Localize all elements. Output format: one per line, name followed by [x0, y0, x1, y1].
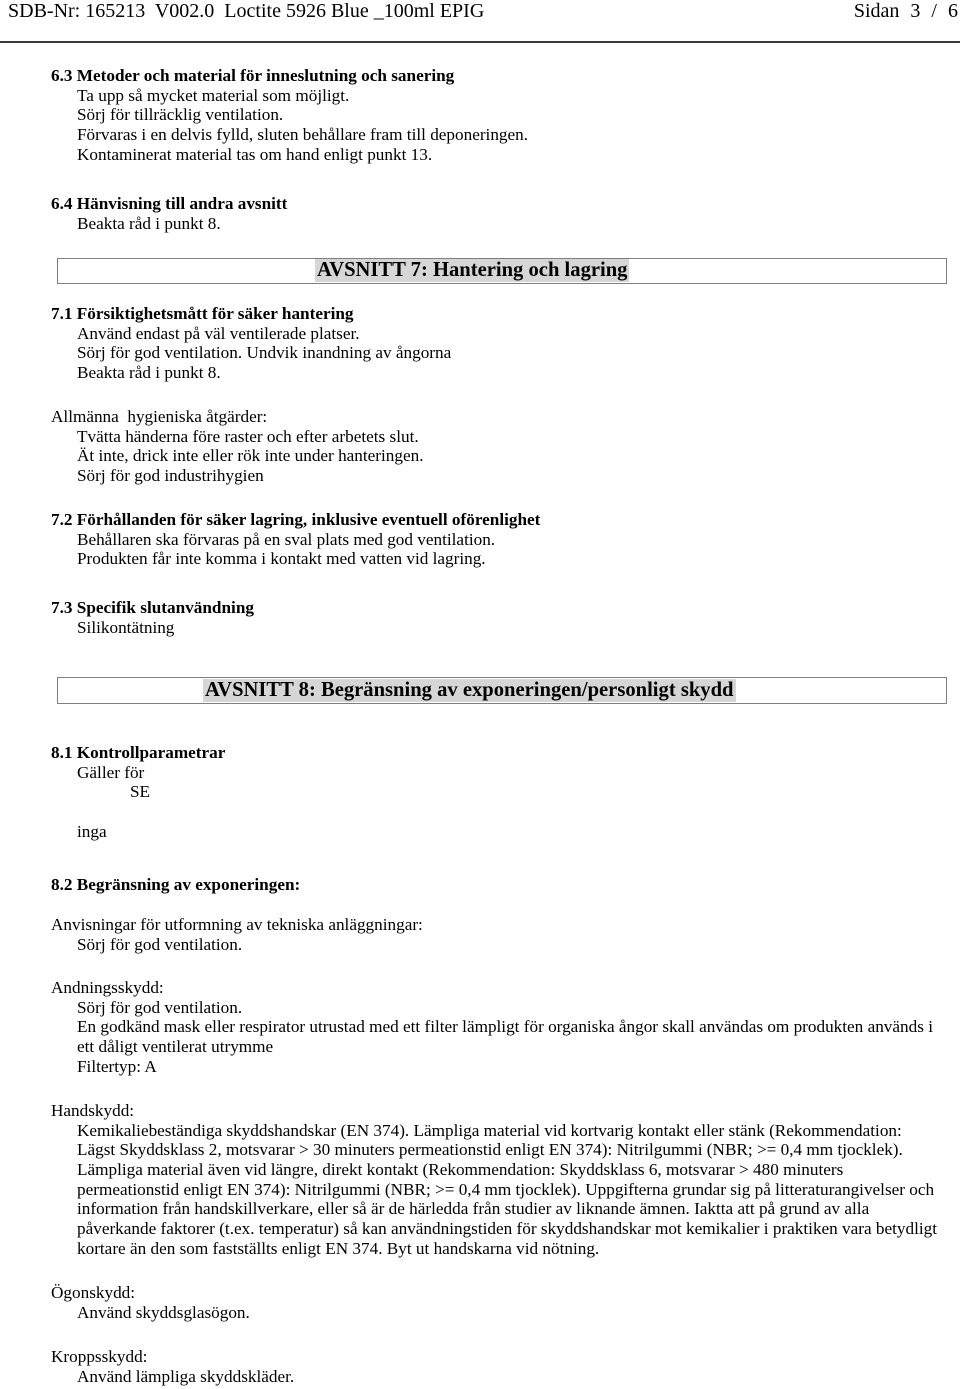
- section-7-1-line: Sörj för god ventilation. Undvik inandning av ångorna: [77, 343, 452, 363]
- section-8-2: [51, 875, 300, 895]
- hand-protection: [51, 1101, 937, 1259]
- section-7-1-line: Använd endast på väl ventilerade platser.: [77, 323, 360, 343]
- section-7-2: [51, 510, 540, 569]
- section-6-3-line: Ta upp så mycket material som möjligt.: [77, 85, 350, 105]
- section-8-1: [51, 743, 225, 841]
- section-6-4-line: Beakta råd i punkt 8.: [77, 213, 221, 233]
- respiratory-line: Filtertyp: A: [77, 1056, 157, 1076]
- respiratory-protection: [51, 978, 933, 1076]
- body-label: Kroppsskydd:: [51, 1347, 148, 1366]
- hygiene-line: Sörj för god industrihygien: [77, 466, 264, 486]
- section-6-3-line: Kontaminerat material tas om hand enligt punkt 13.: [77, 144, 433, 164]
- technical-label: Anvisningar för utformning av tekniska anläggningar:: [51, 915, 423, 934]
- section-8-title: AVSNITT 8: Begränsning av exponeringen/personligt skydd: [205, 679, 734, 701]
- section-7-1-line: Beakta råd i punkt 8.: [77, 363, 221, 383]
- hand-line: påverkande faktorer (t.ex. temperatur) så kan användningstiden för skyddshandskar mot kemikalier i praktiken vara betydligt: [77, 1219, 938, 1239]
- section-6-3-line: Förvaras i en delvis fylld, sluten behållare fram till deponeringen.: [77, 125, 529, 145]
- country-code: SE: [130, 782, 151, 802]
- section-7-2-heading: 7.2 Förhållanden för säker lagring, inklusive eventuell oförenlighet: [51, 510, 541, 529]
- section-7-2-line: Behållaren ska förvaras på en sval plats med god ventilation.: [77, 529, 496, 549]
- hygiene-label: Allmänna hygieniska åtgärder:: [51, 407, 268, 426]
- section-6-3-line: Sörj för tillräcklig ventilation.: [77, 105, 284, 125]
- eye-label: Ögonskydd:: [51, 1283, 136, 1302]
- hygiene-measures: [51, 407, 424, 486]
- applies-to-label: Gäller för: [77, 762, 145, 782]
- respiratory-line: ett dåligt ventilerat utrymme: [77, 1037, 274, 1057]
- section-7-3: [51, 598, 254, 637]
- respiratory-line: Sörj för god ventilation.: [77, 997, 243, 1017]
- control-parameter-value: inga: [77, 821, 107, 841]
- eye-protection: [51, 1283, 250, 1322]
- hand-label: Handskydd:: [51, 1101, 135, 1120]
- header-divider: [0, 41, 960, 43]
- section-7-2-line: Produkten får inte komma i kontakt med vatten vid lagring.: [77, 549, 486, 569]
- page-number: Sidan 3 / 6: [853, 0, 958, 22]
- section-6-4: [51, 194, 287, 233]
- hand-line: Lämpliga material även vid längre, direkt kontakt (Rekommendation: Skyddsklass 6, motsvarar > 480 minuters: [77, 1160, 844, 1180]
- hand-line: Kemikaliebeständiga skyddshandskar (EN 374). Lämpliga material vid kortvarig kontakt eller stänk (Rekommendation:: [77, 1120, 902, 1140]
- hand-line: Lägst Skyddsklass 2, motsvarar > 30 minuters permeationstid enligt EN 374): Nitrilgummi (NBR; >= 0,4 mm tjocklek).: [77, 1140, 903, 1160]
- section-7-title: AVSNITT 7: Hantering och lagring: [317, 259, 628, 281]
- technical-line: Sörj för god ventilation.: [77, 934, 243, 954]
- spacer: [51, 802, 225, 822]
- hand-line: permeationstid enligt EN 374): Nitrilgummi (NBR; >= 0,4 mm tjocklek). Uppgifterna grundar sig på litteraturangivelser och: [77, 1179, 935, 1199]
- section-7-1-heading: 7.1 Försiktighetsmått för säker hantering: [51, 304, 354, 323]
- body-line: Använd lämpliga skyddskläder.: [77, 1366, 295, 1386]
- section-8-1-heading: 8.1 Kontrollparametrar: [51, 743, 226, 762]
- section-6-4-heading: 6.4 Hänvisning till andra avsnitt: [51, 194, 288, 213]
- respiratory-label: Andningsskydd:: [51, 978, 164, 997]
- technical-measures: [51, 915, 423, 954]
- hand-line: kortare än den som fastställts enligt EN 374. Byt ut handskarna vid nötning.: [77, 1238, 600, 1258]
- hand-line: information från handskillverkare, eller så är de härledda från studier av liknande ämnen. Iaktta att på grund av alla: [77, 1199, 870, 1219]
- section-7-3-line: Silikontätning: [77, 617, 175, 637]
- section-6-3: [51, 66, 528, 164]
- section-8-2-heading: 8.2 Begränsning av exponeringen:: [51, 875, 301, 894]
- body-protection: [51, 1347, 294, 1386]
- hygiene-line: Tvätta händerna före raster och efter arbetets slut.: [77, 426, 419, 446]
- document-id-header: SDB-Nr: 165213 V002.0 Loctite 5926 Blue _100ml EPIG: [8, 0, 485, 22]
- section-6-3-heading: 6.3 Metoder och material för inneslutning och sanering: [51, 66, 455, 85]
- eye-line: Använd skyddsglasögon.: [77, 1302, 250, 1322]
- section-7-1: [51, 304, 451, 383]
- section-7-3-heading: 7.3 Specifik slutanvändning: [51, 598, 254, 617]
- hygiene-line: Ät inte, drick inte eller rök inte under hanteringen.: [77, 446, 424, 466]
- respiratory-line: En godkänd mask eller respirator utrustad med ett filter lämpligt för organiska ångor skall användas om produkten används i: [77, 1017, 933, 1037]
